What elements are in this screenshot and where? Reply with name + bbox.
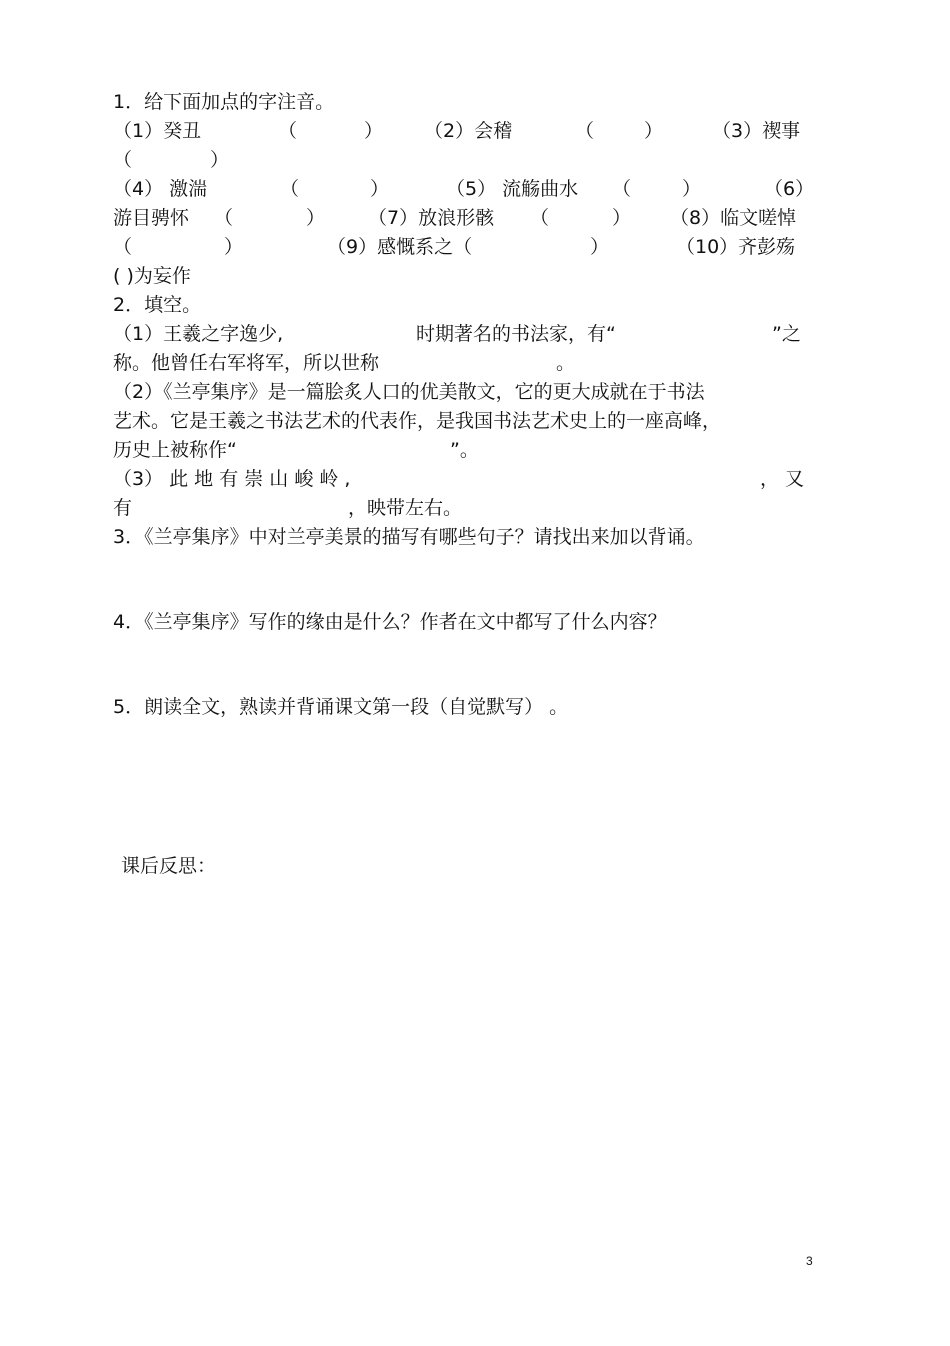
q1-item-1: （1）癸丑 xyxy=(113,120,202,142)
q1-blank-2-open: （ xyxy=(575,120,595,142)
question-5: 5．朗读全文，熟读并背诵课文第一段（自觉默写） 。 xyxy=(113,696,569,718)
q1-item-6: 游目骋怀 xyxy=(113,207,190,229)
question-3: 3．《兰亭集序》中对兰亭美景的描写有哪些句子？请找出来加以背诵。 xyxy=(113,526,705,548)
question-1-title: 1．给下面加点的字注音。 xyxy=(113,91,335,113)
q1-blank-2-close: ） xyxy=(644,120,664,142)
q2-s2-line-1: （2）《兰亭集序》是一篇脍炙人口的优美散文，它的更大成就在于书法 xyxy=(113,381,705,403)
q2-s2-line-2: 艺术。它是王羲之书法艺术的代表作，是我国书法艺术史上的一座高峰， xyxy=(113,410,722,432)
q1-blank-8-open: （ xyxy=(113,236,133,258)
page-number: 3 xyxy=(806,1254,813,1268)
q1-item-3: （3）禊事 xyxy=(712,120,801,142)
q2-s1-part-d: 称。他曾任右军将军，所以世称 xyxy=(113,352,380,374)
q1-item-2: （2）会稽 xyxy=(424,120,513,142)
q1-blank-1-open: （ xyxy=(278,120,298,142)
q2-s1-part-e: 。 xyxy=(556,352,576,374)
q2-s3-part-d: ，映带左右。 xyxy=(348,497,463,519)
q1-blank-6-close: ） xyxy=(306,207,326,229)
q2-s1-part-c: ”之 xyxy=(772,323,801,345)
q1-item-10-blank: ( )为妄作 xyxy=(113,265,191,287)
q1-item-6-number: （6） xyxy=(764,178,815,200)
question-4: 4．《兰亭集序》写作的缘由是什么？作者在文中都写了什么内容？ xyxy=(113,611,667,633)
q1-blank-5-open: （ xyxy=(612,178,632,200)
q2-s2-line-3a: 历史上被称作“ xyxy=(113,439,237,461)
q2-s1-part-a: （1）王羲之字逸少, xyxy=(113,323,284,345)
q1-blank-1-close: ） xyxy=(364,120,384,142)
q1-blank-9-close: ） xyxy=(590,236,610,258)
q1-item-4: （4） 激湍 xyxy=(113,178,208,200)
q1-blank-3-close: ） xyxy=(210,149,230,171)
q1-item-8: （8）临文嗟悼 xyxy=(670,207,797,229)
q1-item-9: （9）感慨系之（ xyxy=(327,236,473,258)
q1-item-5: （5） 流觞曲水 xyxy=(446,178,579,200)
reflection-heading: 课后反思： xyxy=(121,855,217,877)
q1-blank-8-close: ） xyxy=(224,236,244,258)
q2-s1-part-b: 时期著名的书法家，有“ xyxy=(416,323,616,345)
q1-blank-3-open: （ xyxy=(113,149,133,171)
q2-s3-part-a: （3） 此 地 有 崇 山 峻 岭 , xyxy=(113,468,351,490)
q1-blank-4-close: ） xyxy=(370,178,390,200)
q1-blank-6-open: （ xyxy=(214,207,234,229)
q2-s3-part-c: 有 xyxy=(113,497,133,519)
q1-blank-4-open: （ xyxy=(280,178,300,200)
q2-s3-part-b: ， 又 xyxy=(760,468,805,490)
q1-blank-7-open: （ xyxy=(530,207,550,229)
q2-s2-line-3b: ”。 xyxy=(450,439,479,461)
q1-blank-7-close: ） xyxy=(612,207,632,229)
q1-blank-5-close: ） xyxy=(682,178,702,200)
question-2-title: 2．填空。 xyxy=(113,294,202,316)
q1-item-10: （10）齐彭殇 xyxy=(676,236,796,258)
q1-item-7: （7）放浪形骸 xyxy=(368,207,495,229)
